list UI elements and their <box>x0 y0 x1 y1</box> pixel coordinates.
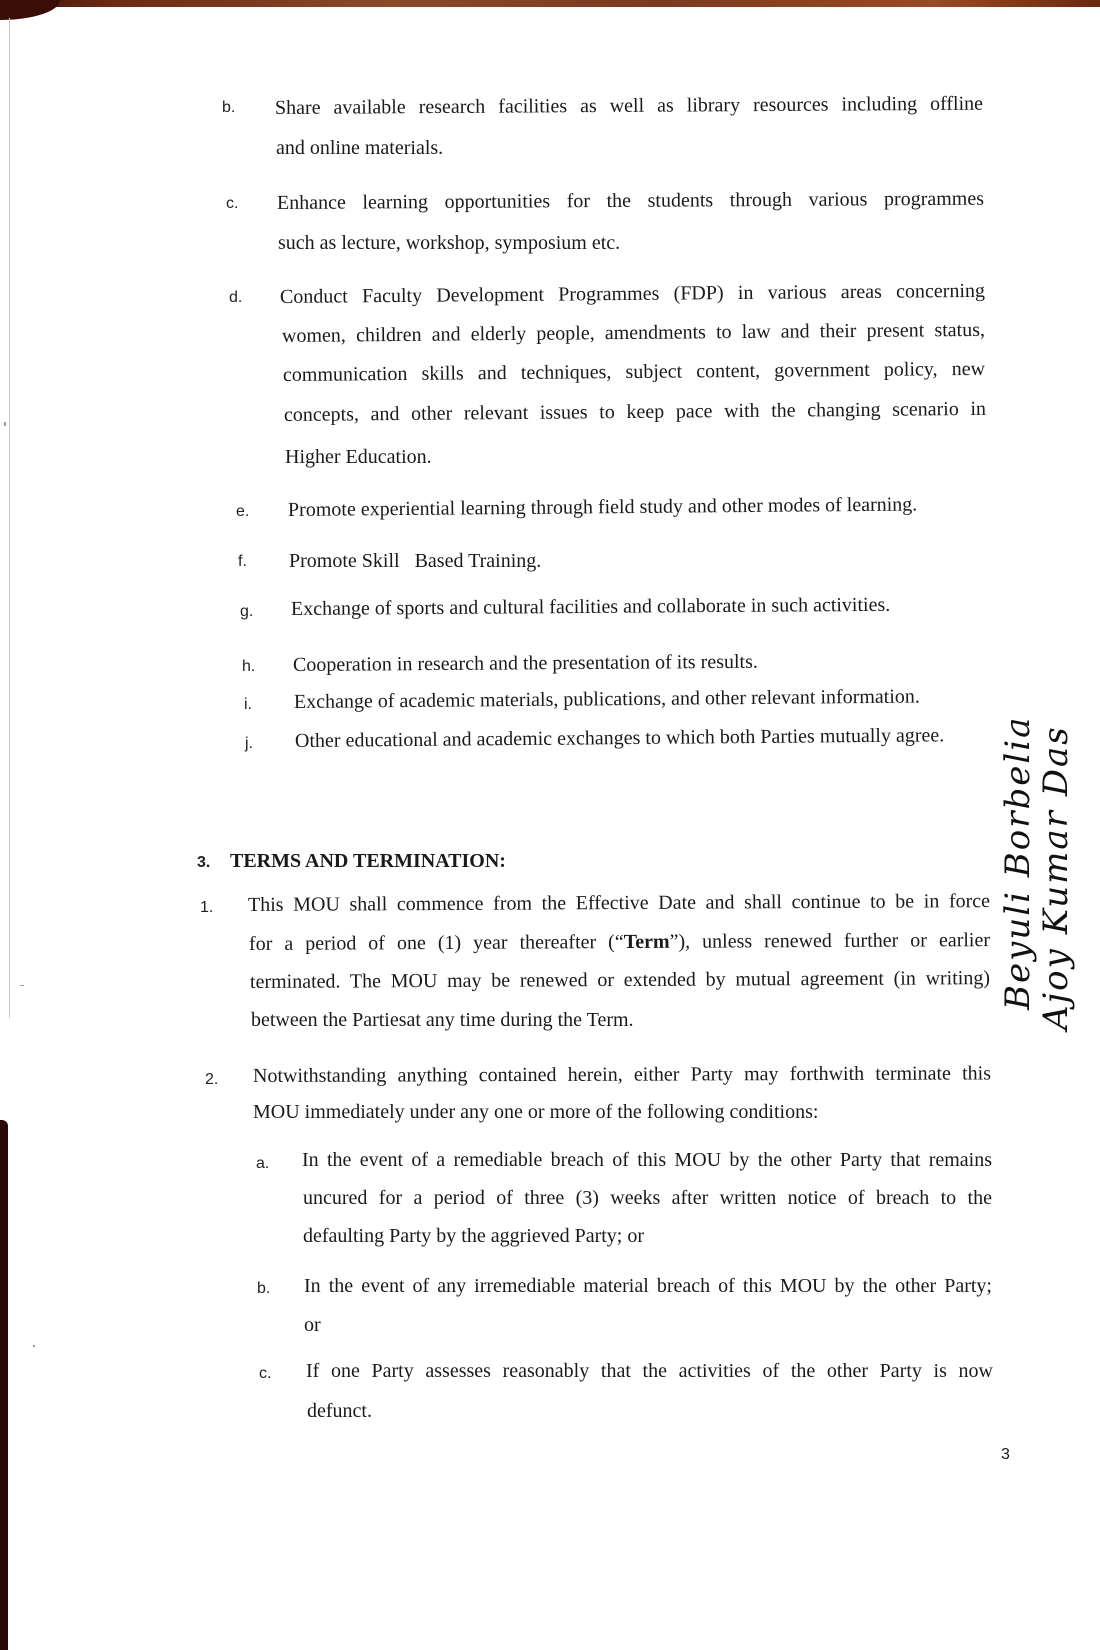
list-item-line: and online materials. <box>276 137 444 159</box>
scan-corner-shadow <box>0 0 60 20</box>
list-item-line: Cooperation in research and the presentation of its results. <box>292 650 758 676</box>
list-item-line: Exchange of academic materials, publications, and other relevant information. <box>293 685 920 713</box>
list-item-line: Share available research facilities as well as library resources including offline <box>274 92 984 119</box>
list-item-line: Exchange of sports and cultural facilities and collaborate in such activities. <box>290 593 891 620</box>
clause-line: between the Partiesat any time during the Term. <box>251 1009 634 1031</box>
item-label: b. <box>222 99 236 116</box>
list-item-line: communication skills and techniques, subject content, government policy, new <box>282 357 986 386</box>
list-item-line: Promote experiential learning through field study and other modes of learning. <box>287 493 918 521</box>
clause-label: 2. <box>205 1071 219 1088</box>
sub-clause-line: In the event of a remediable breach of this MOU by the other Party that remains <box>302 1149 992 1171</box>
scan-top-edge <box>0 0 1100 7</box>
scan-speck <box>33 1345 35 1347</box>
sub-clause-label: a. <box>256 1155 270 1172</box>
list-item-line: Enhance learning opportunities for the students through various programmes <box>276 187 985 214</box>
scan-left-edge <box>9 18 10 1018</box>
clause-line: Notwithstanding anything contained herein, either Party may forthwith terminate this <box>252 1062 992 1087</box>
defined-term: Term <box>623 930 670 954</box>
sub-clause-label: c. <box>259 1365 272 1382</box>
handwritten-signature: Ajoy Kumar Das <box>1036 725 1076 1030</box>
list-item-line: Promote Skill Based Training. <box>289 550 542 572</box>
section-number: 3. <box>197 854 211 871</box>
clause-text: ”), unless renewed further or earlier <box>669 929 991 953</box>
clause-label: 1. <box>200 899 214 916</box>
scan-binding-shadow <box>0 1120 8 1650</box>
item-label: d. <box>229 289 243 306</box>
item-label: e. <box>236 503 250 520</box>
item-label: g. <box>240 603 254 620</box>
clause-text: for a period of one (1) year thereafter (“ <box>248 931 624 955</box>
sub-clause-line: defaulting Party by the aggrieved Party; or <box>303 1225 645 1247</box>
clause-line: MOU immediately under any one or more of the following conditions: <box>253 1101 819 1123</box>
sub-clause-line: or <box>304 1314 321 1336</box>
item-label: c. <box>226 195 239 212</box>
sub-clause-line: If one Party assesses reasonably that the activities of the other Party is now <box>306 1360 993 1382</box>
section-heading: TERMS AND TERMINATION: <box>230 850 506 872</box>
sub-clause-line: uncured for a period of three (3) weeks after written notice of breach to the <box>303 1187 992 1209</box>
clause-line <box>249 928 990 956</box>
sub-clause-line: In the event of any irremediable material breach of this MOU by the other Party; <box>304 1275 992 1297</box>
list-item-line: women, children and elderly people, amendments to law and their present status, <box>281 318 986 347</box>
list-item-line: such as lecture, workshop, symposium etc. <box>278 232 621 254</box>
item-label: j. <box>245 735 253 752</box>
scan-speck <box>20 985 24 986</box>
item-label: h. <box>242 658 256 675</box>
list-item-line: Conduct Faculty Development Programmes (FDP) in various areas concerning <box>279 279 986 308</box>
list-item-line: concepts, and other relevant issues to keep pace with the changing scenario in <box>283 397 987 426</box>
list-item-line: Higher Education. <box>285 446 432 468</box>
item-label: f. <box>238 553 247 570</box>
item-label: i. <box>244 696 252 713</box>
handwritten-signature: Beyuli Borbelia <box>998 715 1038 1010</box>
scan-speck <box>4 422 6 426</box>
page-number: 3 <box>1001 1446 1010 1463</box>
sub-clause-label: b. <box>257 1280 271 1297</box>
list-item-line: Other educational and academic exchanges to which both Parties mutually agree. <box>294 724 945 752</box>
clause-line: terminated. The MOU may be renewed or extended by mutual agreement (in writing) <box>249 967 991 993</box>
sub-clause-line: defunct. <box>307 1400 372 1422</box>
clause-line: This MOU shall commence from the Effective Date and shall continue to be in force <box>247 890 991 916</box>
